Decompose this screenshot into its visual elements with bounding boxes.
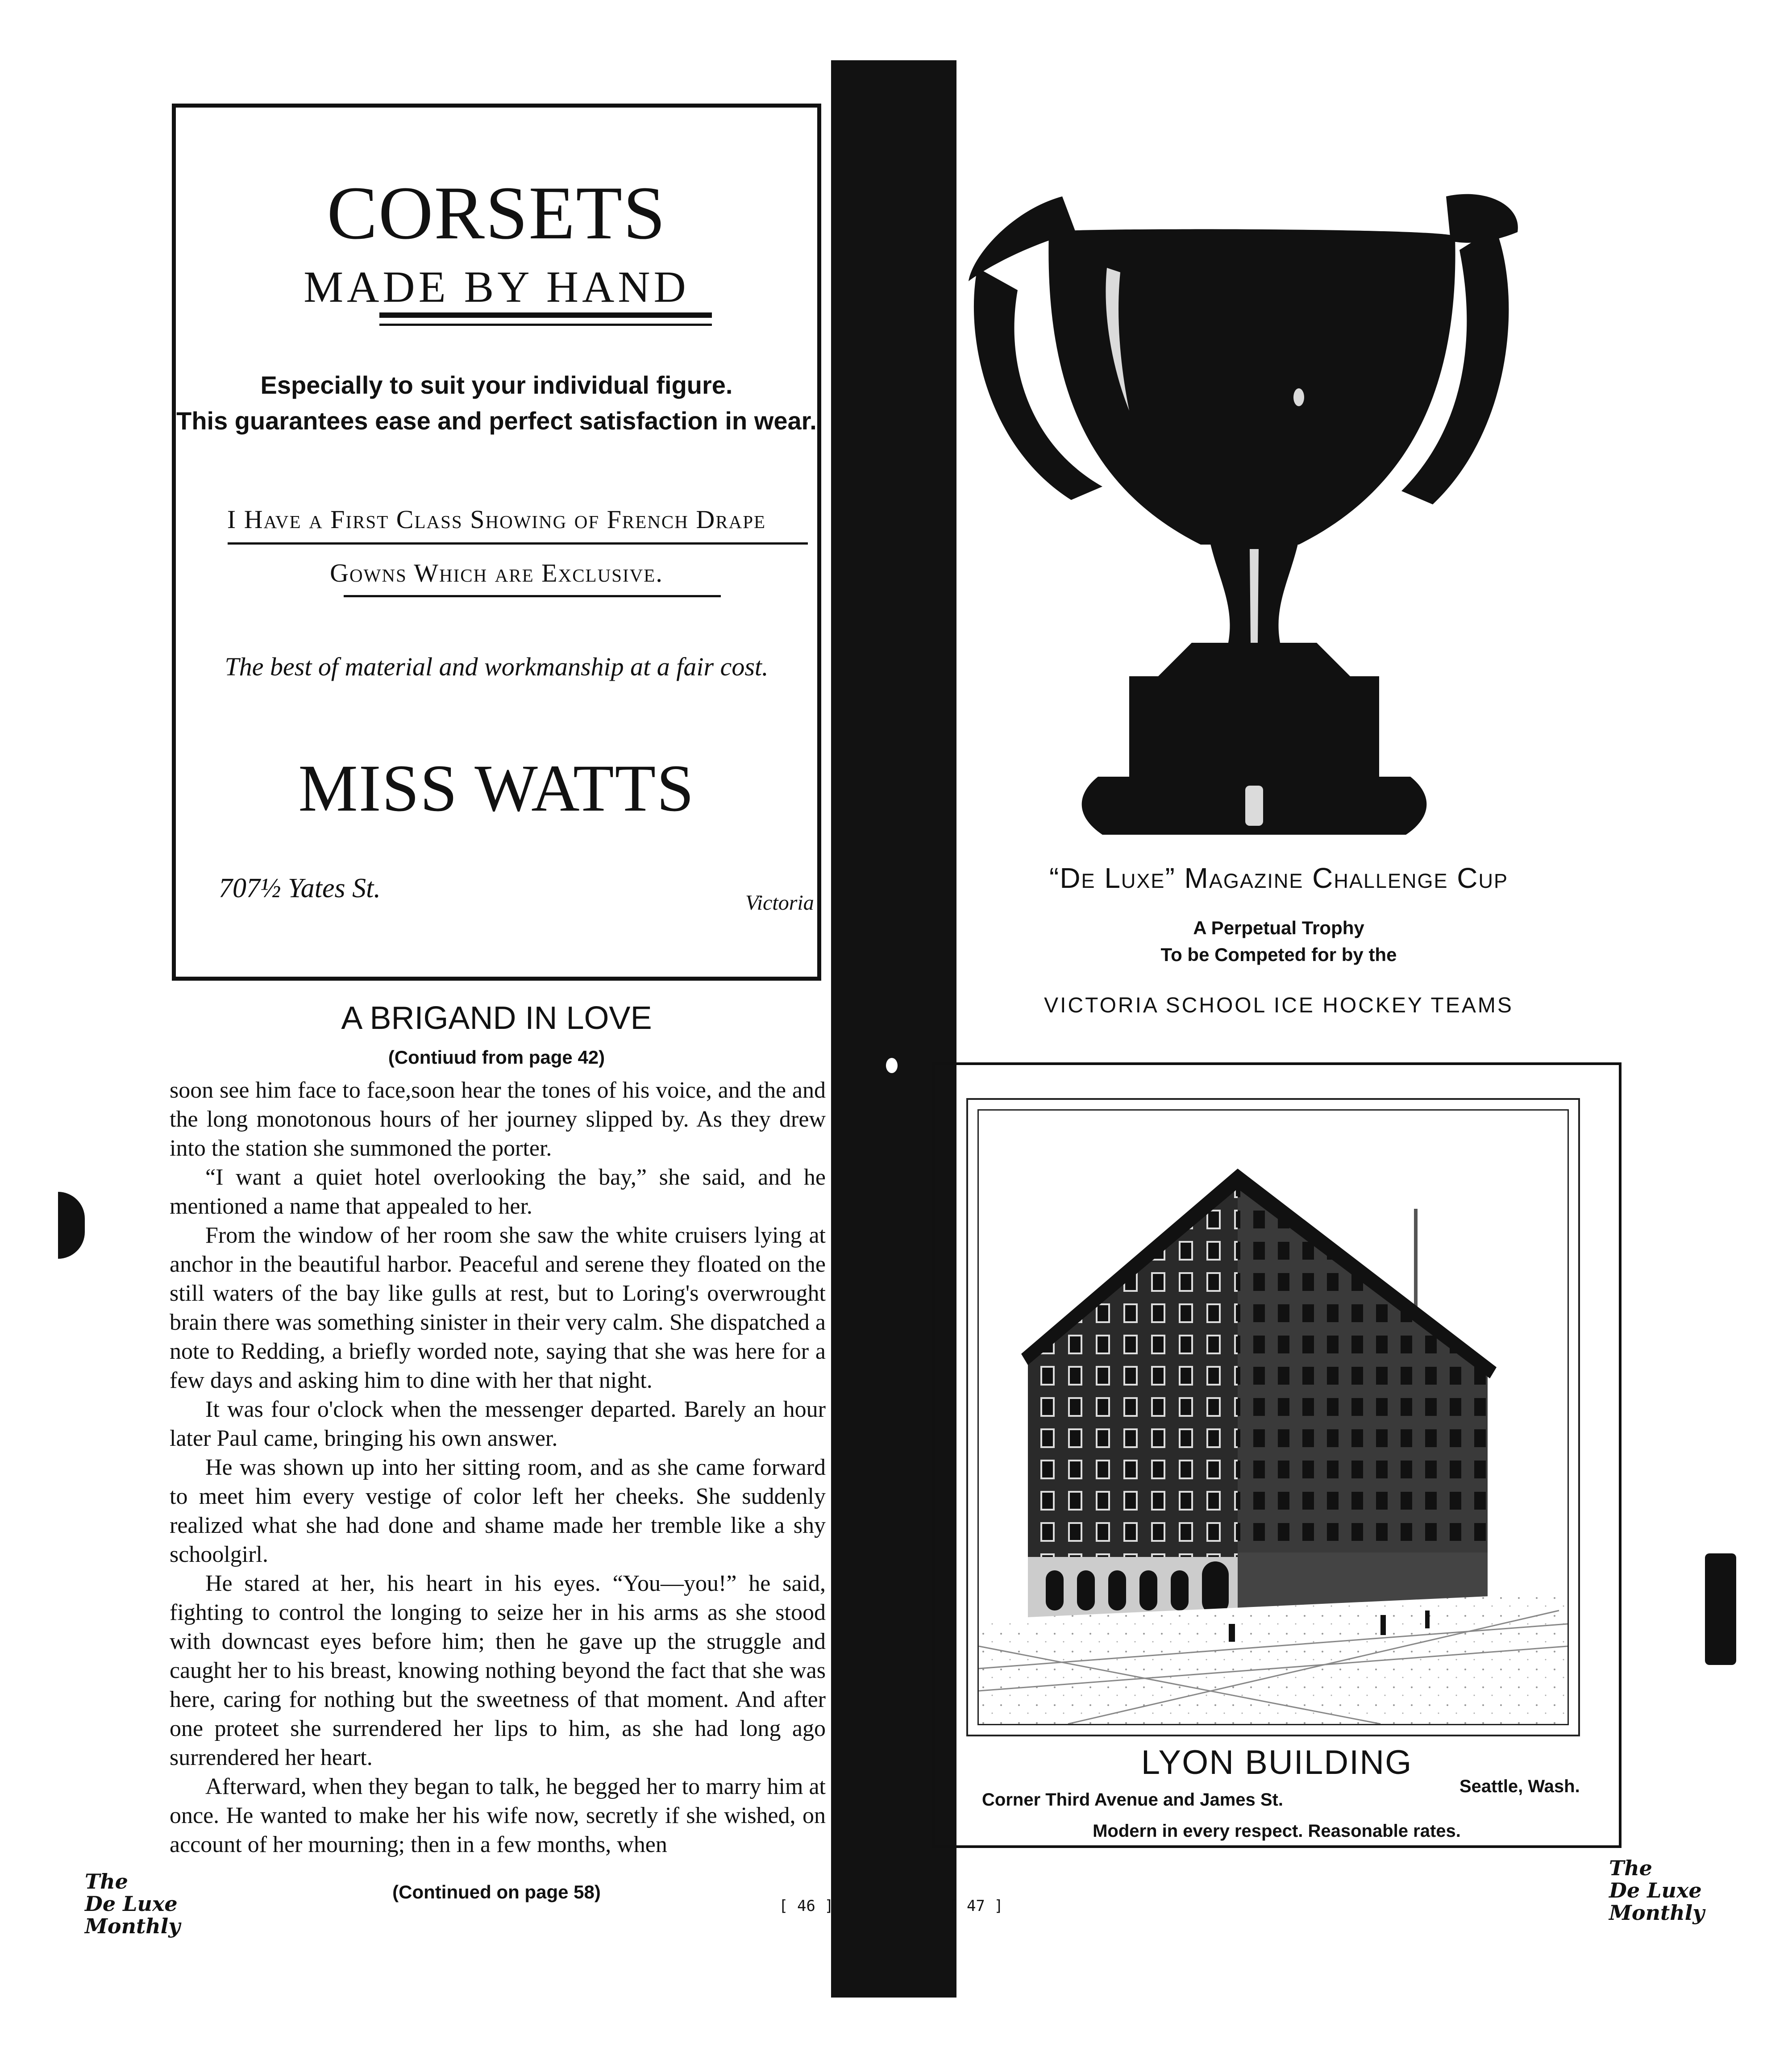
lyon-ad-city: Seattle, Wash. [1459, 1777, 1580, 1796]
advertiser-address: 707½ Yates St. [219, 873, 381, 903]
scan-artifact-right [1705, 1553, 1736, 1665]
story-paragraph: soon see him face to face,soon hear the tones of his voice, and the and the long monotonous hours of her journey slipped by. As they drew into the station she summoned the porter. [170, 1078, 826, 1161]
story-continued-on: (Continued on page 58) [392, 1881, 601, 1902]
advertiser-city: Victoria [745, 891, 814, 915]
masthead-de-luxe: De Luxe [85, 1892, 178, 1916]
masthead-monthly: Monthly [85, 1914, 180, 1938]
story-body [170, 1076, 826, 1859]
corset-ad-subtitle: MADE BY HAND [304, 262, 690, 312]
lyon-building-photo [977, 1109, 1569, 1725]
story-paragraph: Afterward, when they began to talk, he begged her to marry him at once. He wanted to make her his wife now, secretly if she wished, on account of her mourning; then in a few months, when [170, 1774, 826, 1857]
corset-ad-line: This guarantees ease and perfect satisfaction in wear. [176, 407, 817, 435]
corset-ad-title: CORSETS [327, 171, 666, 255]
masthead-de-luxe: De Luxe [1609, 1878, 1702, 1902]
trophy-caption-line: To be Competed for by the [1160, 944, 1397, 965]
masthead-right [1609, 1857, 1705, 1924]
story-continued-from: (Contiuud from page 42) [388, 1047, 605, 1068]
story-paragraph: “I want a quiet hotel overlooking the bay,” she said, and he mentioned a name that appealed to her. [170, 1165, 826, 1219]
masthead-monthly: Monthly [1609, 1901, 1705, 1925]
advertiser-name: MISS WATTS [298, 751, 695, 825]
corset-ad-tagline: The best of material and workmanship at a fair cost. [225, 652, 769, 681]
french-drape-line: I Have a First Class Showing of French Drape [227, 505, 766, 534]
french-drape-rule [228, 542, 808, 545]
masthead-left [85, 1870, 180, 1937]
trophy-teams-line: VICTORIA SCHOOL ICE HOCKEY TEAMS [1044, 994, 1513, 1017]
story-paragraph: He stared at her, his heart in his eyes. “You—you!” he said, fighting to control the longing to seize her in his arms as she stood with downcast eyes before him; then he gave up the struggle and caught her to his breast, knowing nothing beyond the fact that she was here, caring for nothing but the sweetness of that moment. And after one proteet she surrendered her lips to him, as she had long ago surrendered her heart. [170, 1571, 826, 1770]
trophy-caption-line: A Perpetual Trophy [1193, 917, 1364, 938]
page-number-right: [ 47 ] [948, 1897, 1003, 1915]
story-title: A BRIGAND IN LOVE [341, 1000, 652, 1036]
trophy-cup-image [960, 179, 1540, 857]
trophy-title: “De Luxe” Magazine Challenge Cup [1049, 862, 1508, 894]
masthead-the: The [85, 1869, 128, 1894]
building-illustration [979, 1111, 1567, 1724]
story-paragraph: It was four o'clock when the messenger departed. Barely an hour later Paul came, bringing his own answer. [170, 1397, 826, 1451]
lyon-ad-address: Corner Third Avenue and James St. [982, 1790, 1283, 1810]
scan-spot [886, 1058, 898, 1073]
french-drape-rule [344, 595, 721, 597]
masthead-the: The [1609, 1856, 1652, 1880]
story-paragraph: He was shown up into her sitting room, and as she came forward to meet him every vestige of color left her cheeks. She suddenly realized what she had done and shame made her tremble like a shy schoolgirl. [170, 1455, 826, 1567]
lyon-ad-title: LYON BUILDING [1141, 1744, 1413, 1781]
lyon-ad-tagline: Modern in every respect. Reasonable rates. [1093, 1821, 1461, 1841]
story-paragraph: From the window of her room she saw the white cruisers lying at anchor in the beautiful harbor. Peaceful and serene they floated on the still waters of the bay like gulls at rest, but to Loring's overwrought brain there was something sinister in their very calm. She dispatched a note to Redding, a briefly worded note, saying that she was here for a few days and asking him to dine with her that night. [170, 1223, 826, 1393]
scan-artifact-left [58, 1192, 85, 1259]
corset-ad-line: Especially to suit your individual figure. [260, 371, 733, 399]
corset-ad-rule [379, 312, 712, 318]
page-number-left: [ 46 ] [779, 1897, 834, 1915]
corset-ad-rule [379, 324, 712, 326]
french-drape-line: Gowns Which are Exclusive. [330, 558, 663, 587]
